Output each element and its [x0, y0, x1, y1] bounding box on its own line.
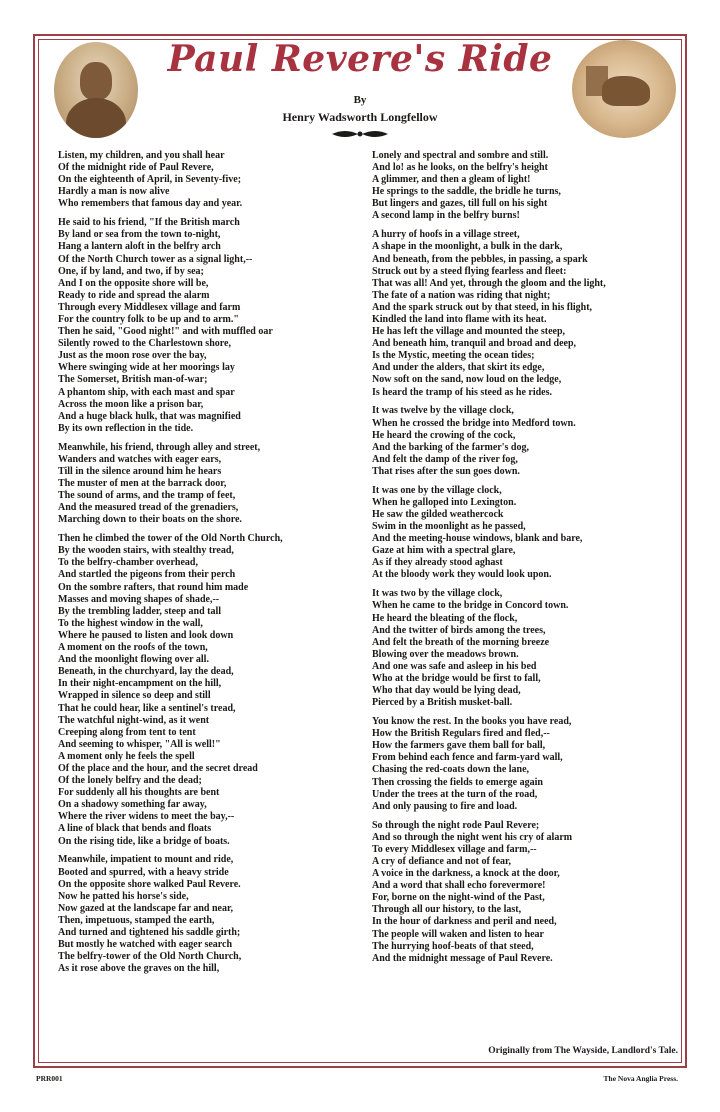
- poem-line: On the opposite shore walked Paul Revere.: [58, 878, 241, 890]
- stanza: [58, 442, 378, 527]
- poem-line: Gaze at him with a spectral glare,: [372, 545, 516, 557]
- poem-line: A hurry of hoofs in a village street,: [372, 229, 520, 241]
- publisher-name: The Nova Anglia Press.: [603, 1074, 678, 1083]
- poem-line: And a word that shall echo forevermore!: [372, 880, 546, 892]
- poem-line: And one was safe and asleep in his bed: [372, 660, 537, 672]
- ornament-divider: [330, 128, 390, 140]
- poem-line: Meanwhile, impatient to mount and ride,: [58, 854, 234, 866]
- poem-line: A cry of defiance and not of fear,: [372, 855, 512, 867]
- poem-line: A line of black that bends and floats: [58, 823, 212, 835]
- poem-line: And turned and tightened his saddle girth;: [58, 927, 241, 938]
- poem-line: On the eighteenth of April, in Seventy-five;: [58, 174, 242, 186]
- poem-line: By its own reflection in the tide.: [58, 422, 194, 434]
- poem-line: Chasing the red-coats down the lane,: [372, 764, 530, 776]
- poem-line: The sound of arms, and the tramp of feet,: [58, 490, 236, 502]
- poem-line: That was all! And yet, through the gloom and the light,: [372, 277, 606, 289]
- poem-line: A moment on the roofs of the town,: [58, 642, 208, 654]
- stanza: [372, 405, 692, 478]
- poem-line: Of the lonely belfry and the dead;: [58, 775, 202, 787]
- poem-line: And beneath, from the pebbles, in passing, a spark: [372, 253, 588, 265]
- poem-line: On a shadowy something far away,: [58, 799, 207, 811]
- poem-line: Then crossing the fields to emerge again: [372, 776, 543, 788]
- poem-line: For suddenly all his thoughts are bent: [58, 787, 220, 799]
- poem-title: Paul Revere's Ride: [167, 38, 553, 80]
- poem-line: Creeping along from tent to tent: [58, 726, 196, 738]
- poem-line: From behind each fence and farm-yard wall,: [372, 752, 563, 764]
- poem-line: The fate of a nation was riding that night;: [372, 289, 551, 301]
- poem-line: When he came to the bridge in Concord town.: [372, 600, 569, 612]
- poem-line: How the farmers gave them ball for ball,: [372, 740, 546, 752]
- poem-line: Marching down to their boats on the shore.: [58, 514, 242, 526]
- stanza: [58, 533, 378, 847]
- stanza: [58, 854, 378, 975]
- poem-line: When he crossed the bridge into Medford town.: [372, 417, 576, 429]
- poem-line: For, borne on the night-wind of the Past,: [372, 892, 545, 904]
- poem-line: Is heard the tramp of his steed as he rides.: [372, 386, 552, 398]
- poem-line: But mostly he watched with eager search: [58, 939, 233, 951]
- byline: By: [353, 94, 367, 106]
- poem-line: Is the Mystic, meeting the ocean tides;: [372, 350, 535, 362]
- poem-line: And I on the opposite shore will be,: [58, 277, 209, 289]
- poem-line: For the country folk to be up and to arm.": [58, 314, 239, 326]
- author-name: Henry Wadsworth Longfellow: [282, 110, 438, 124]
- vignette-rider: [602, 76, 650, 106]
- poem-line: A moment only he feels the spell: [58, 750, 195, 762]
- poem-column-left: [58, 150, 378, 982]
- poem-line: The muster of men at the barrack door,: [58, 478, 227, 490]
- poem-column-right: [372, 150, 692, 972]
- stanza: [372, 150, 692, 223]
- poem-line: And felt the damp of the river fog,: [372, 453, 518, 465]
- stanza: [372, 229, 692, 398]
- poem-line: Across the moon like a prison bar,: [58, 398, 204, 410]
- poem-line: Hang a lantern aloft in the belfry arch: [58, 241, 221, 253]
- poem-line: How the British Regulars fired and fled,--: [372, 728, 550, 740]
- poem-line: On the sombre rafters, that round him made: [58, 581, 249, 593]
- stanza: [372, 588, 692, 709]
- portrait-head: [80, 62, 112, 100]
- poem-line: Just as the moon rose over the bay,: [58, 350, 207, 362]
- poem-line: And the moonlight flowing over all.: [58, 654, 209, 666]
- poem-line: By the trembling ladder, steep and tall: [58, 605, 222, 617]
- poem-line: Blowing over the meadows brown.: [372, 648, 519, 660]
- poem-line: Silently rowed to the Charlestown shore,: [58, 338, 231, 350]
- poem-line: It was one by the village clock,: [372, 484, 502, 496]
- poem-line: By the wooden stairs, with stealthy tread,: [58, 545, 234, 557]
- poem-line: Of the place and the hour, and the secret dread: [58, 762, 258, 774]
- poem-line: Now he patted his horse's side,: [58, 890, 189, 902]
- poem-line: And startled the pigeons from their perch: [58, 569, 236, 581]
- poem-line: He heard the crowing of the cock,: [372, 429, 516, 441]
- attribution-note: Originally from The Wayside, Landlord's Tale.: [488, 1046, 678, 1056]
- poem-line: Who at the bridge would be first to fall,: [372, 673, 541, 685]
- poem-line: Under the trees at the turn of the road,: [372, 788, 538, 800]
- stanza: [58, 217, 378, 435]
- poem-line: Struck out by a steed flying fearless and fleet:: [372, 265, 567, 277]
- poem-line: And lo! as he looks, on the belfry's height: [372, 162, 548, 174]
- poem-line: When he galloped into Lexington.: [372, 496, 517, 508]
- poem-line: Of the midnight ride of Paul Revere,: [58, 162, 214, 174]
- poem-line: But lingers and gazes, till full on his sight: [372, 198, 548, 210]
- poem-line: By land or sea from the town to-night,: [58, 229, 221, 241]
- stanza: [372, 485, 692, 582]
- poem-line: Hardly a man is now alive: [58, 186, 170, 198]
- poem-line: Lonely and spectral and sombre and still.: [372, 150, 549, 161]
- product-code: PRR001: [36, 1074, 63, 1083]
- poem-line: The Somerset, British man-of-war;: [58, 374, 208, 386]
- poem-line: And under the alders, that skirt its edge,: [372, 362, 545, 374]
- poem-line: And the spark struck out by that steed, in his flight,: [372, 301, 593, 313]
- poem-line: That rises after the sun goes down.: [372, 465, 520, 477]
- poem-line: Then he said, "Good night!" and with muffled oar: [58, 326, 273, 338]
- poem-line: And felt the breath of the morning breeze: [372, 636, 550, 648]
- poem-line: Pierced by a British musket-ball.: [372, 697, 513, 709]
- poem-line: The watchful night-wind, as it went: [58, 714, 210, 726]
- poem-line: Now soft on the sand, now loud on the ledge,: [372, 374, 562, 386]
- poem-line: On the rising tide, like a bridge of boats.: [58, 835, 230, 847]
- poem-line: It was two by the village clock,: [372, 588, 503, 600]
- poem-line: Wrapped in silence so deep and still: [58, 690, 211, 702]
- poem-line: You know the rest. In the books you have read,: [372, 716, 572, 728]
- poem-line: It was twelve by the village clock,: [372, 405, 514, 417]
- stanza: [372, 716, 692, 813]
- poem-line: Booted and spurred, with a heavy stride: [58, 866, 229, 878]
- poem-line: A voice in the darkness, a knock at the door,: [372, 868, 560, 880]
- poem-line: Listen, my children, and you shall hear: [58, 150, 225, 161]
- poem-line: He said to his friend, "If the British march: [58, 217, 240, 229]
- poem-line: The hurrying hoof-beats of that steed,: [372, 940, 534, 952]
- poem-line: Where he paused to listen and look down: [58, 629, 234, 641]
- poem-line: Who remembers that famous day and year.: [58, 198, 243, 210]
- poem-line: Then, impetuous, stamped the earth,: [58, 914, 215, 926]
- poem-line: So through the night rode Paul Revere;: [372, 819, 540, 831]
- poem-line: And beneath him, tranquil and broad and deep,: [372, 338, 577, 350]
- poem-line: As if they already stood aghast: [372, 557, 503, 569]
- poem-line: He springs to the saddle, the bridle he turns,: [372, 186, 561, 198]
- poem-line: Till in the silence around him he hears: [58, 465, 222, 477]
- poem-line: And so through the night went his cry of alarm: [372, 831, 573, 843]
- poem-line: Where swinging wide at her moorings lay: [58, 362, 235, 374]
- poem-line: Through all our history, to the last,: [372, 904, 522, 916]
- poem-line: One, if by land, and two, if by sea;: [58, 265, 204, 277]
- poem-line: And the meeting-house windows, blank and bare,: [372, 533, 583, 545]
- poem-line: Then he climbed the tower of the Old North Church,: [58, 533, 283, 545]
- stanza: [372, 820, 692, 965]
- poem-line: And the barking of the farmer's dog,: [372, 441, 529, 453]
- poem-line: And the midnight message of Paul Revere.: [372, 952, 553, 964]
- poem-line: Wanders and watches with eager ears,: [58, 453, 222, 465]
- portrait-body: [66, 98, 126, 138]
- poem-line: A second lamp in the belfry burns!: [372, 210, 520, 222]
- portrait-image: [54, 42, 138, 138]
- poem-line: In their night-encampment on the hill,: [58, 678, 222, 690]
- poem-line: A glimmer, and then a gleam of light!: [372, 174, 531, 186]
- poem-line: And the twitter of birds among the trees,: [372, 624, 546, 636]
- poem-line: And only pausing to fire and load.: [372, 800, 518, 812]
- midnight-ride-image: [572, 40, 676, 138]
- poem-line: He has left the village and mounted the steep,: [372, 326, 566, 338]
- poem-line: He heard the bleating of the flock,: [372, 612, 518, 624]
- poem-line: To the highest window in the wall,: [58, 617, 203, 629]
- poem-line: That he could hear, like a sentinel's tread,: [58, 702, 236, 714]
- stanza: [58, 150, 378, 210]
- poem-line: The belfry-tower of the Old North Church,: [58, 951, 242, 963]
- poem-line: And a huge black hulk, that was magnified: [58, 410, 241, 422]
- poem-line: To every Middlesex village and farm,--: [372, 843, 537, 855]
- poem-line: At the bloody work they would look upon.: [372, 569, 552, 581]
- poem-line: Beneath, in the churchyard, lay the dead,: [58, 666, 234, 678]
- poem-line: The people will waken and listen to hear: [372, 928, 544, 940]
- poem-line: In the hour of darkness and peril and need,: [372, 916, 557, 928]
- poem-line: Through every Middlesex village and farm: [58, 301, 241, 313]
- poem-line: To the belfry-chamber overhead,: [58, 557, 198, 569]
- poem-line: Meanwhile, his friend, through alley and street,: [58, 441, 261, 453]
- poem-line: And the measured tread of the grenadiers,: [58, 502, 239, 514]
- poem-line: A shape in the moonlight, a bulk in the dark,: [372, 241, 563, 253]
- poem-line: Now gazed at the landscape far and near,: [58, 902, 234, 914]
- poem-line: As it rose above the graves on the hill,: [58, 963, 220, 975]
- poem-line: Masses and moving shapes of shade,--: [58, 593, 220, 605]
- poem-line: Swim in the moonlight as he passed,: [372, 521, 526, 533]
- poem-line: Where the river widens to meet the bay,--: [58, 811, 235, 823]
- poem-line: And seeming to whisper, "All is well!": [58, 738, 221, 750]
- poem-line: Ready to ride and spread the alarm: [58, 289, 210, 301]
- poem-line: Kindled the land into flame with its heat.: [372, 314, 547, 326]
- poem-line: Who that day would be lying dead,: [372, 685, 521, 697]
- poem-line: Of the North Church tower as a signal light,--: [58, 253, 253, 265]
- poem-line: A phantom ship, with each mast and spar: [58, 386, 235, 398]
- poem-line: He saw the gilded weathercock: [372, 509, 504, 521]
